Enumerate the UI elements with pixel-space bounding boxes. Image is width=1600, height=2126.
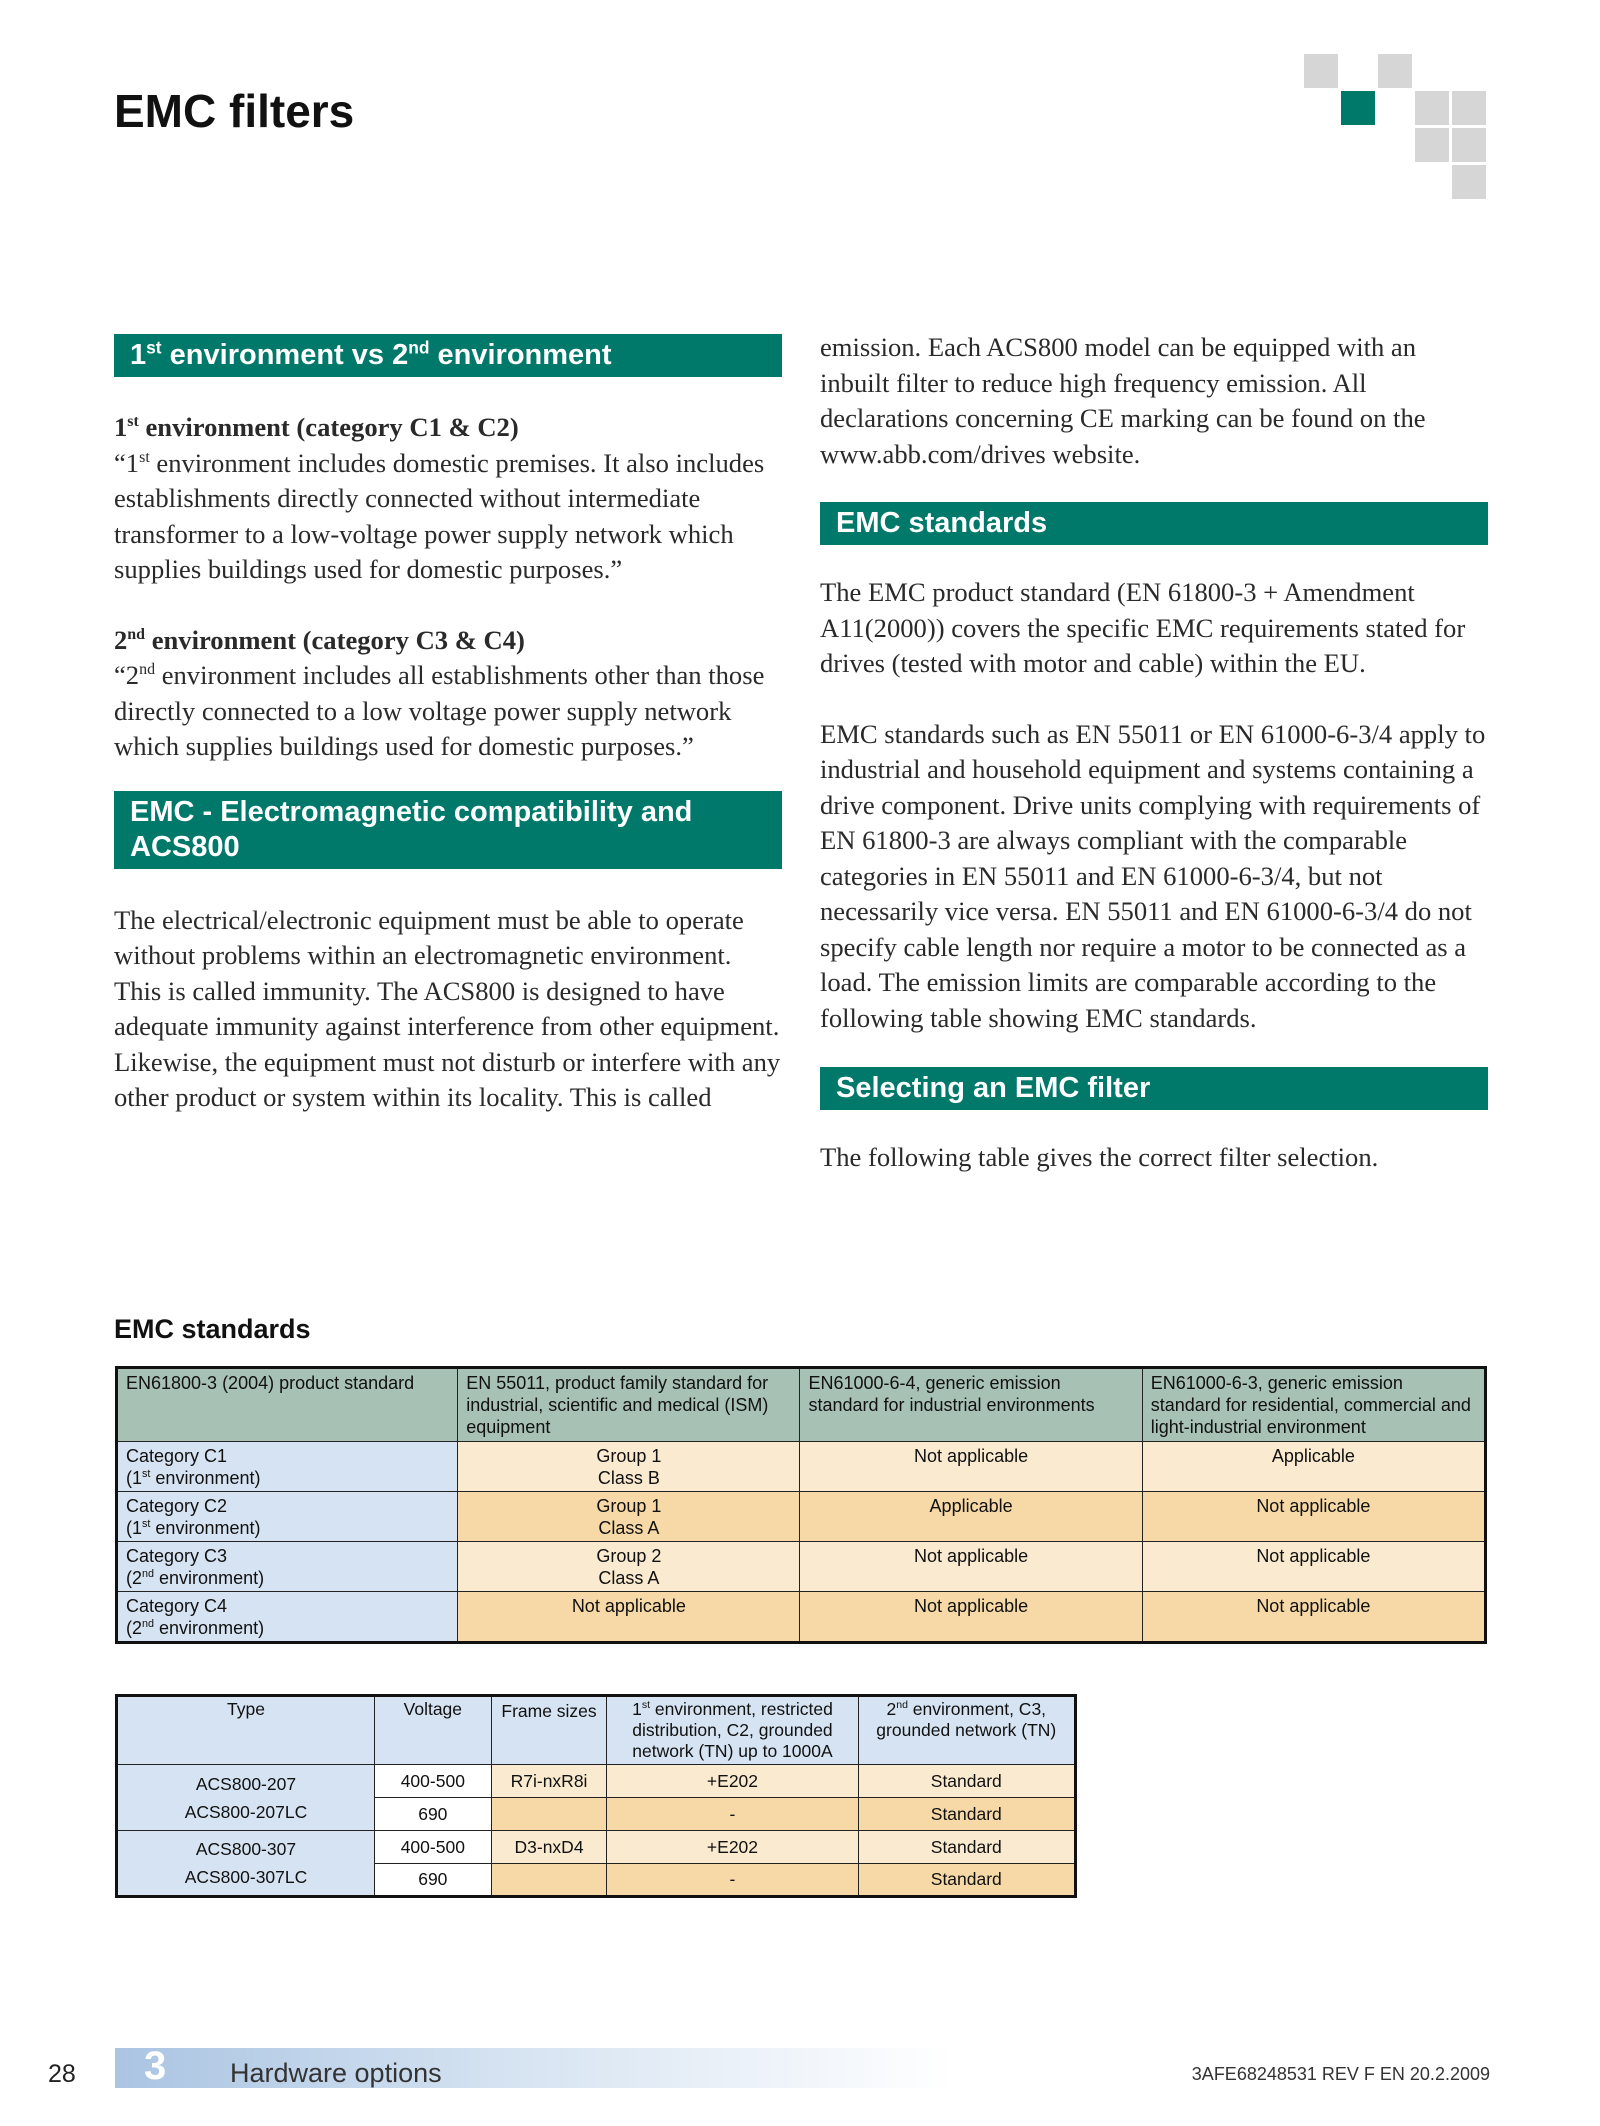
type-header: Type <box>117 1696 375 1765</box>
voltage-header: Voltage <box>374 1696 491 1765</box>
section-heading-environments: 1st environment vs 2nd environment <box>114 334 782 377</box>
frame-cell: R7i-nxR8i <box>491 1765 607 1798</box>
env2-cell: Standard <box>858 1765 1075 1798</box>
env2-cell: Standard <box>858 1864 1075 1897</box>
frame-cell <box>491 1798 607 1831</box>
emission-continued-text: emission. Each ACS800 model can be equipped with an inbuilt filter to reduce high frequency emission. All declarations concerning CE marking can be found on the www.abb.com/drives website. <box>820 332 1426 469</box>
env1-cell: +E202 <box>607 1765 858 1798</box>
env1-quote: “1st environment includes domestic premises. It also includes establishments directly connected without intermediate transformer to a low-voltage power supply network which supplies buildings used for domestic purposes.” <box>114 447 765 584</box>
en55011-cell: Not applicable <box>458 1592 800 1643</box>
table-header-cell: EN61800-3 (2004) product standard <box>117 1368 458 1442</box>
frame-cell <box>491 1864 607 1897</box>
filter-selection-table <box>115 1694 1077 1898</box>
selecting-filter-text: The following table gives the correct filter selection. <box>820 1142 1379 1172</box>
en55011-cell: Group 1 Class A <box>458 1492 800 1542</box>
en55011-cell: Group 1 Class B <box>458 1442 800 1492</box>
table-row <box>117 1542 1486 1592</box>
frame-cell: D3-nxD4 <box>491 1831 607 1864</box>
category-cell: Category C1 (1st environment) <box>117 1442 458 1492</box>
table-row <box>117 1592 1486 1643</box>
emc-standards-text-2: EMC standards such as EN 55011 or EN 61000-6-3/4 apply to industrial and household equipment and systems containing a drive component. Drive units complying with requirements of EN 61800-3 are always compliant with the comparable categories in EN 55011 and EN 61000-6-3/4, but not necessarily vice versa. EN 55011 and EN 61000-6-3/4 do not specify cable length nor require a motor to be connected as a load. The emission limits are comparable according to the following table showing EMC standards. <box>820 718 1486 1033</box>
en55011-cell: Group 2 Class A <box>458 1542 800 1592</box>
section-heading-emc-acs800: EMC - Electromagnetic compatibility and ACS800 <box>114 791 782 869</box>
voltage-cell: 400-500 <box>374 1831 491 1864</box>
env1-cell: +E202 <box>607 1831 858 1864</box>
en61000-6-4-cell: Not applicable <box>800 1592 1142 1643</box>
table-row <box>117 1831 1076 1864</box>
type-cell: ACS800-207 ACS800-207LC <box>117 1765 375 1831</box>
chapter-number: 3 <box>144 2044 167 2088</box>
section-heading-selecting-filter: Selecting an EMC filter <box>820 1067 1488 1110</box>
table-header-cell: EN61000-6-4, generic emission standard for industrial environments <box>800 1368 1142 1442</box>
right-column <box>820 334 1488 1176</box>
en61000-6-3-cell: Not applicable <box>1142 1492 1485 1542</box>
env1-header: 1st environment, restricted distribution, C2, grounded network (TN) up to 1000A <box>607 1696 858 1765</box>
table-row <box>117 1492 1486 1542</box>
table-header-row <box>117 1368 1486 1442</box>
voltage-cell: 400-500 <box>374 1765 491 1798</box>
document-reference: 3AFE68248531 REV F EN 20.2.2009 <box>1191 2064 1490 2084</box>
table-header-row <box>117 1696 1076 1765</box>
en61000-6-3-cell: Not applicable <box>1142 1542 1485 1592</box>
env2-cell: Standard <box>858 1831 1075 1864</box>
emc-standards-table <box>115 1366 1487 1644</box>
env1-cell: - <box>607 1864 858 1897</box>
voltage-cell: 690 <box>374 1798 491 1831</box>
category-cell: Category C3 (2nd environment) <box>117 1542 458 1592</box>
en61000-6-3-cell: Applicable <box>1142 1442 1485 1492</box>
left-column <box>114 334 782 1116</box>
chapter-name: Hardware options <box>230 2058 442 2088</box>
env1-title: 1st environment (category C1 & C2) <box>114 412 519 442</box>
env2-quote: “2nd environment includes all establishments other than those directly connected to a low voltage power supply network which supplies buildings used for domestic purposes.” <box>114 660 765 761</box>
emc-immunity-text: The electrical/electronic equipment must be able to operate without problems within an electromagnetic environment. This is called immunity. The ACS800 is designed to have adequate immunity against interference from other equipment. Likewise, the equipment must not disturb or interfere with any other product or system within its locality. This is called <box>114 904 781 1112</box>
table-row <box>117 1765 1076 1798</box>
category-cell: Category C2 (1st environment) <box>117 1492 458 1542</box>
emc-standards-text-1: The EMC product standard (EN 61800-3 + Amendment A11(2000)) covers the specific EMC requirements stated for drives (tested with motor and cable) within the EU. <box>820 577 1466 678</box>
en61000-6-4-cell: Not applicable <box>800 1542 1142 1592</box>
en61000-6-4-cell: Applicable <box>800 1492 1142 1542</box>
page-title: EMC filters <box>114 85 355 137</box>
section-heading-emc-standards: EMC standards <box>820 502 1488 545</box>
env2-cell: Standard <box>858 1798 1075 1831</box>
env1-cell: - <box>607 1798 858 1831</box>
category-cell: Category C4 (2nd environment) <box>117 1592 458 1643</box>
en61000-6-3-cell: Not applicable <box>1142 1592 1485 1643</box>
frame-sizes-header: Frame sizes <box>491 1696 607 1765</box>
page-footer <box>0 2046 1600 2096</box>
table-header-cell: EN61000-6-3, generic emission standard for residential, commercial and light-industrial environment <box>1142 1368 1485 1442</box>
type-cell: ACS800-307 ACS800-307LC <box>117 1831 375 1897</box>
en61000-6-4-cell: Not applicable <box>800 1442 1142 1492</box>
env2-header: 2nd environment, C3, grounded network (TN) <box>858 1696 1075 1765</box>
voltage-cell: 690 <box>374 1864 491 1897</box>
table-row <box>117 1442 1486 1492</box>
env2-title: 2nd environment (category C3 & C4) <box>114 624 525 655</box>
page-number: 28 <box>48 2060 76 2088</box>
table-header-cell: EN 55011, product family standard for industrial, scientific and medical (ISM) equipment <box>458 1368 800 1442</box>
emc-standards-table-title: EMC standards <box>114 1314 311 1344</box>
